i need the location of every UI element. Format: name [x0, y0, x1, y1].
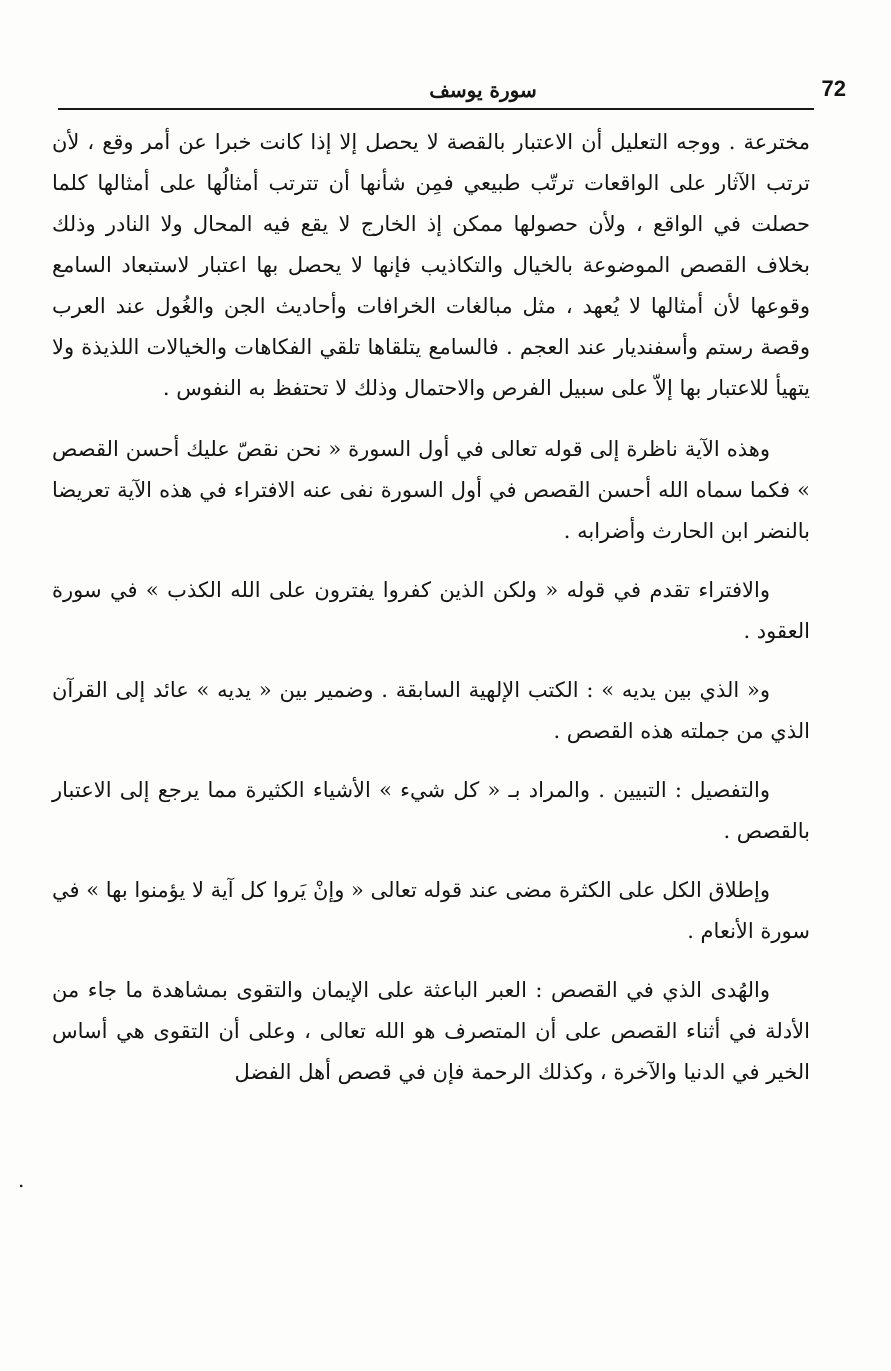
paragraph-5: والتفصيل : التبيين . والمراد بـ « كل شيء » الأشياء الكثيرة مما يرجع إلى الاعتبار بالقصص . — [52, 778, 810, 843]
body-text — [52, 122, 810, 1093]
running-title: سورة يوسف — [429, 78, 537, 102]
paragraph-4: و« الذي بين يديه » : الكتب الإلهية السابقة . وضمير بين « يديه » عائد إلى القرآن الذي من جملته هذه القصص . — [52, 678, 810, 743]
header-rule — [58, 108, 814, 110]
margin-mark: . — [18, 1168, 25, 1192]
page-header — [58, 74, 846, 108]
paragraph-3: والافتراء تقدم في قوله « ولكن الذين كفروا يفترون على الله الكذب » في سورة العقود . — [52, 578, 810, 643]
paragraph-6: وإطلاق الكل على الكثرة مضى عند قوله تعالى « وإنْ يَروا كل آية لا يؤمنوا بها » في سورة الأنعام . — [52, 878, 810, 943]
page-number: 72 — [821, 76, 846, 101]
paragraph-2: وهذه الآية ناظرة إلى قوله تعالى في أول السورة « نحن نقصّ عليك أحسن القصص » فكما سماه الله أحسن القصص في أول السورة نفى عنه الافتراء في هذه الآية تعريضا بالنضر ابن الحارث وأضرابه . — [52, 437, 810, 543]
paragraph-7: والهُدى الذي في القصص : العبر الباعثة على الإيمان والتقوى بمشاهدة ما جاء من الأدلة في أثناء القصص على أن المتصرف هو الله تعالى ، وعلى أن التقوى هي أساس الخير في الدنيا والآخرة ، وكذلك الرحمة فإن في قصص أهل الفضل — [52, 978, 810, 1084]
paragraph-1: مخترعة . ووجه التعليل أن الاعتبار بالقصة لا يحصل إلا إذا كانت خبرا عن أمر وقع ، لأن ترتب الآثار على الواقعات ترتّب طبيعي فمِن شأنها أن تترتب أمثالُها على أمثالها كلما حصلت في الواقع ، ولأن حصولها ممكن إذ الخارج لا يقع فيه المحال ولا النادر وذلك بخلاف القصص الموضوعة بالخيال والتكاذيب فإنها لا يحصل بها اعتبار لاستبعاد السامع وقوعها لأن أمثالها لا يُعهد ، مثل مبالغات الخرافات وأحاديث الجن والغُول عند العرب وقصة رستم وأسفنديار عند العجم . فالسامع يتلقاها تلقي الفكاهات والخيالات اللذيذة ولا يتهيأ للاعتبار بها إلاّ على سبيل الفرص والاحتمال وذلك لا تحتفظ به النفوس . — [52, 130, 811, 400]
